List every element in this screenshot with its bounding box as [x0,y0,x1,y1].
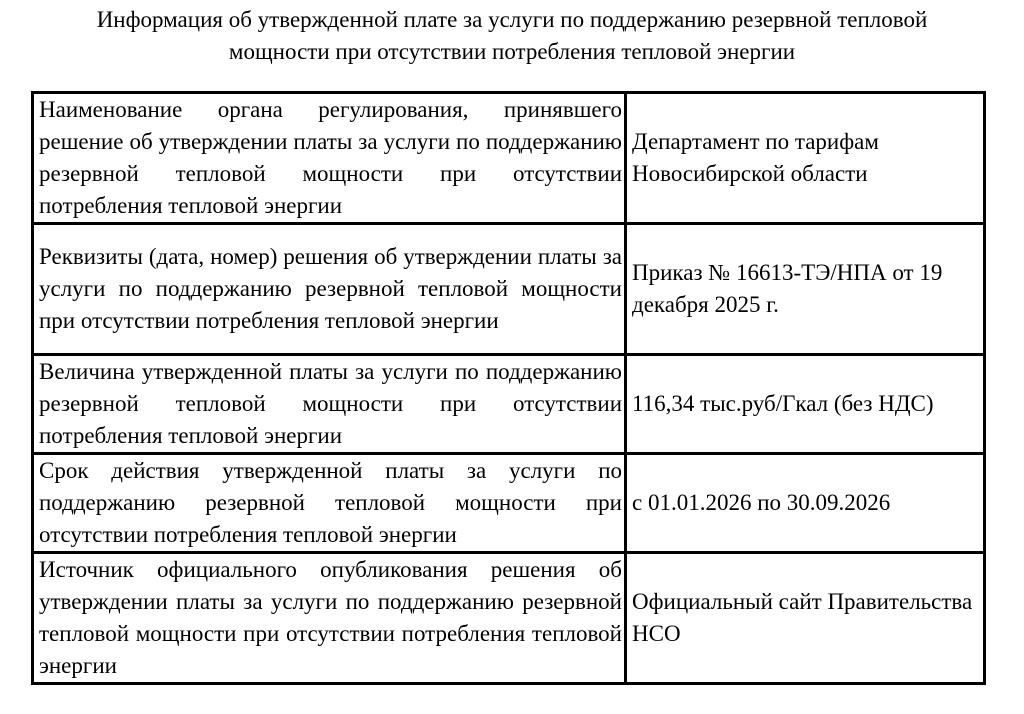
row-label-decision-details: Реквизиты (дата, номер) решения об утверждении платы за услуги по поддержанию резервной тепловой мощности при отсутствии потребления тепловой энергии [33,224,626,355]
page-title [0,4,1024,68]
row-label-regulator: Наименование органа регулирования, принявшего решение об утверждении платы за услуги по поддержанию резервной тепловой мощности при отсутствии потребления тепловой энергии [33,93,626,224]
table-row-decision-details [33,224,985,355]
row-label-validity-period: Срок действия утвержденной платы за услуги по поддержанию резервной тепловой мощности при отсутствии потребления тепловой энергии [33,454,626,553]
page-title-line-2: мощности при отсутствии потребления тепловой энергии [228,39,796,64]
table-row-validity-period [33,454,985,553]
row-value-publication-source: Официальный сайт Правительства НСО [626,553,985,684]
row-value-regulator: Департамент по тарифам Новосибирской области [626,93,985,224]
row-value-validity-period: с 01.01.2026 по 30.09.2026 [626,454,985,553]
page-title-line-1: Информация об утвержденной плате за услуги по поддержанию резервной тепловой [96,7,928,32]
tariff-info-table [31,91,986,685]
table-row-fee-amount [33,355,985,454]
table-row-regulator [33,93,985,224]
row-value-decision-details: Приказ № 16613-ТЭ/НПА от 19 декабря 2025 г. [626,224,985,355]
table-row-publication-source [33,553,985,684]
row-label-fee-amount: Величина утвержденной платы за услуги по поддержанию резервной тепловой мощности при отсутствии потребления тепловой энергии [33,355,626,454]
row-label-publication-source: Источник официального опубликования решения об утверждении платы за услуги по поддержанию резервной тепловой мощности при отсутствии потребления тепловой энергии [33,553,626,684]
row-value-fee-amount: 116,34 тыс.руб/Гкал (без НДС) [626,355,985,454]
